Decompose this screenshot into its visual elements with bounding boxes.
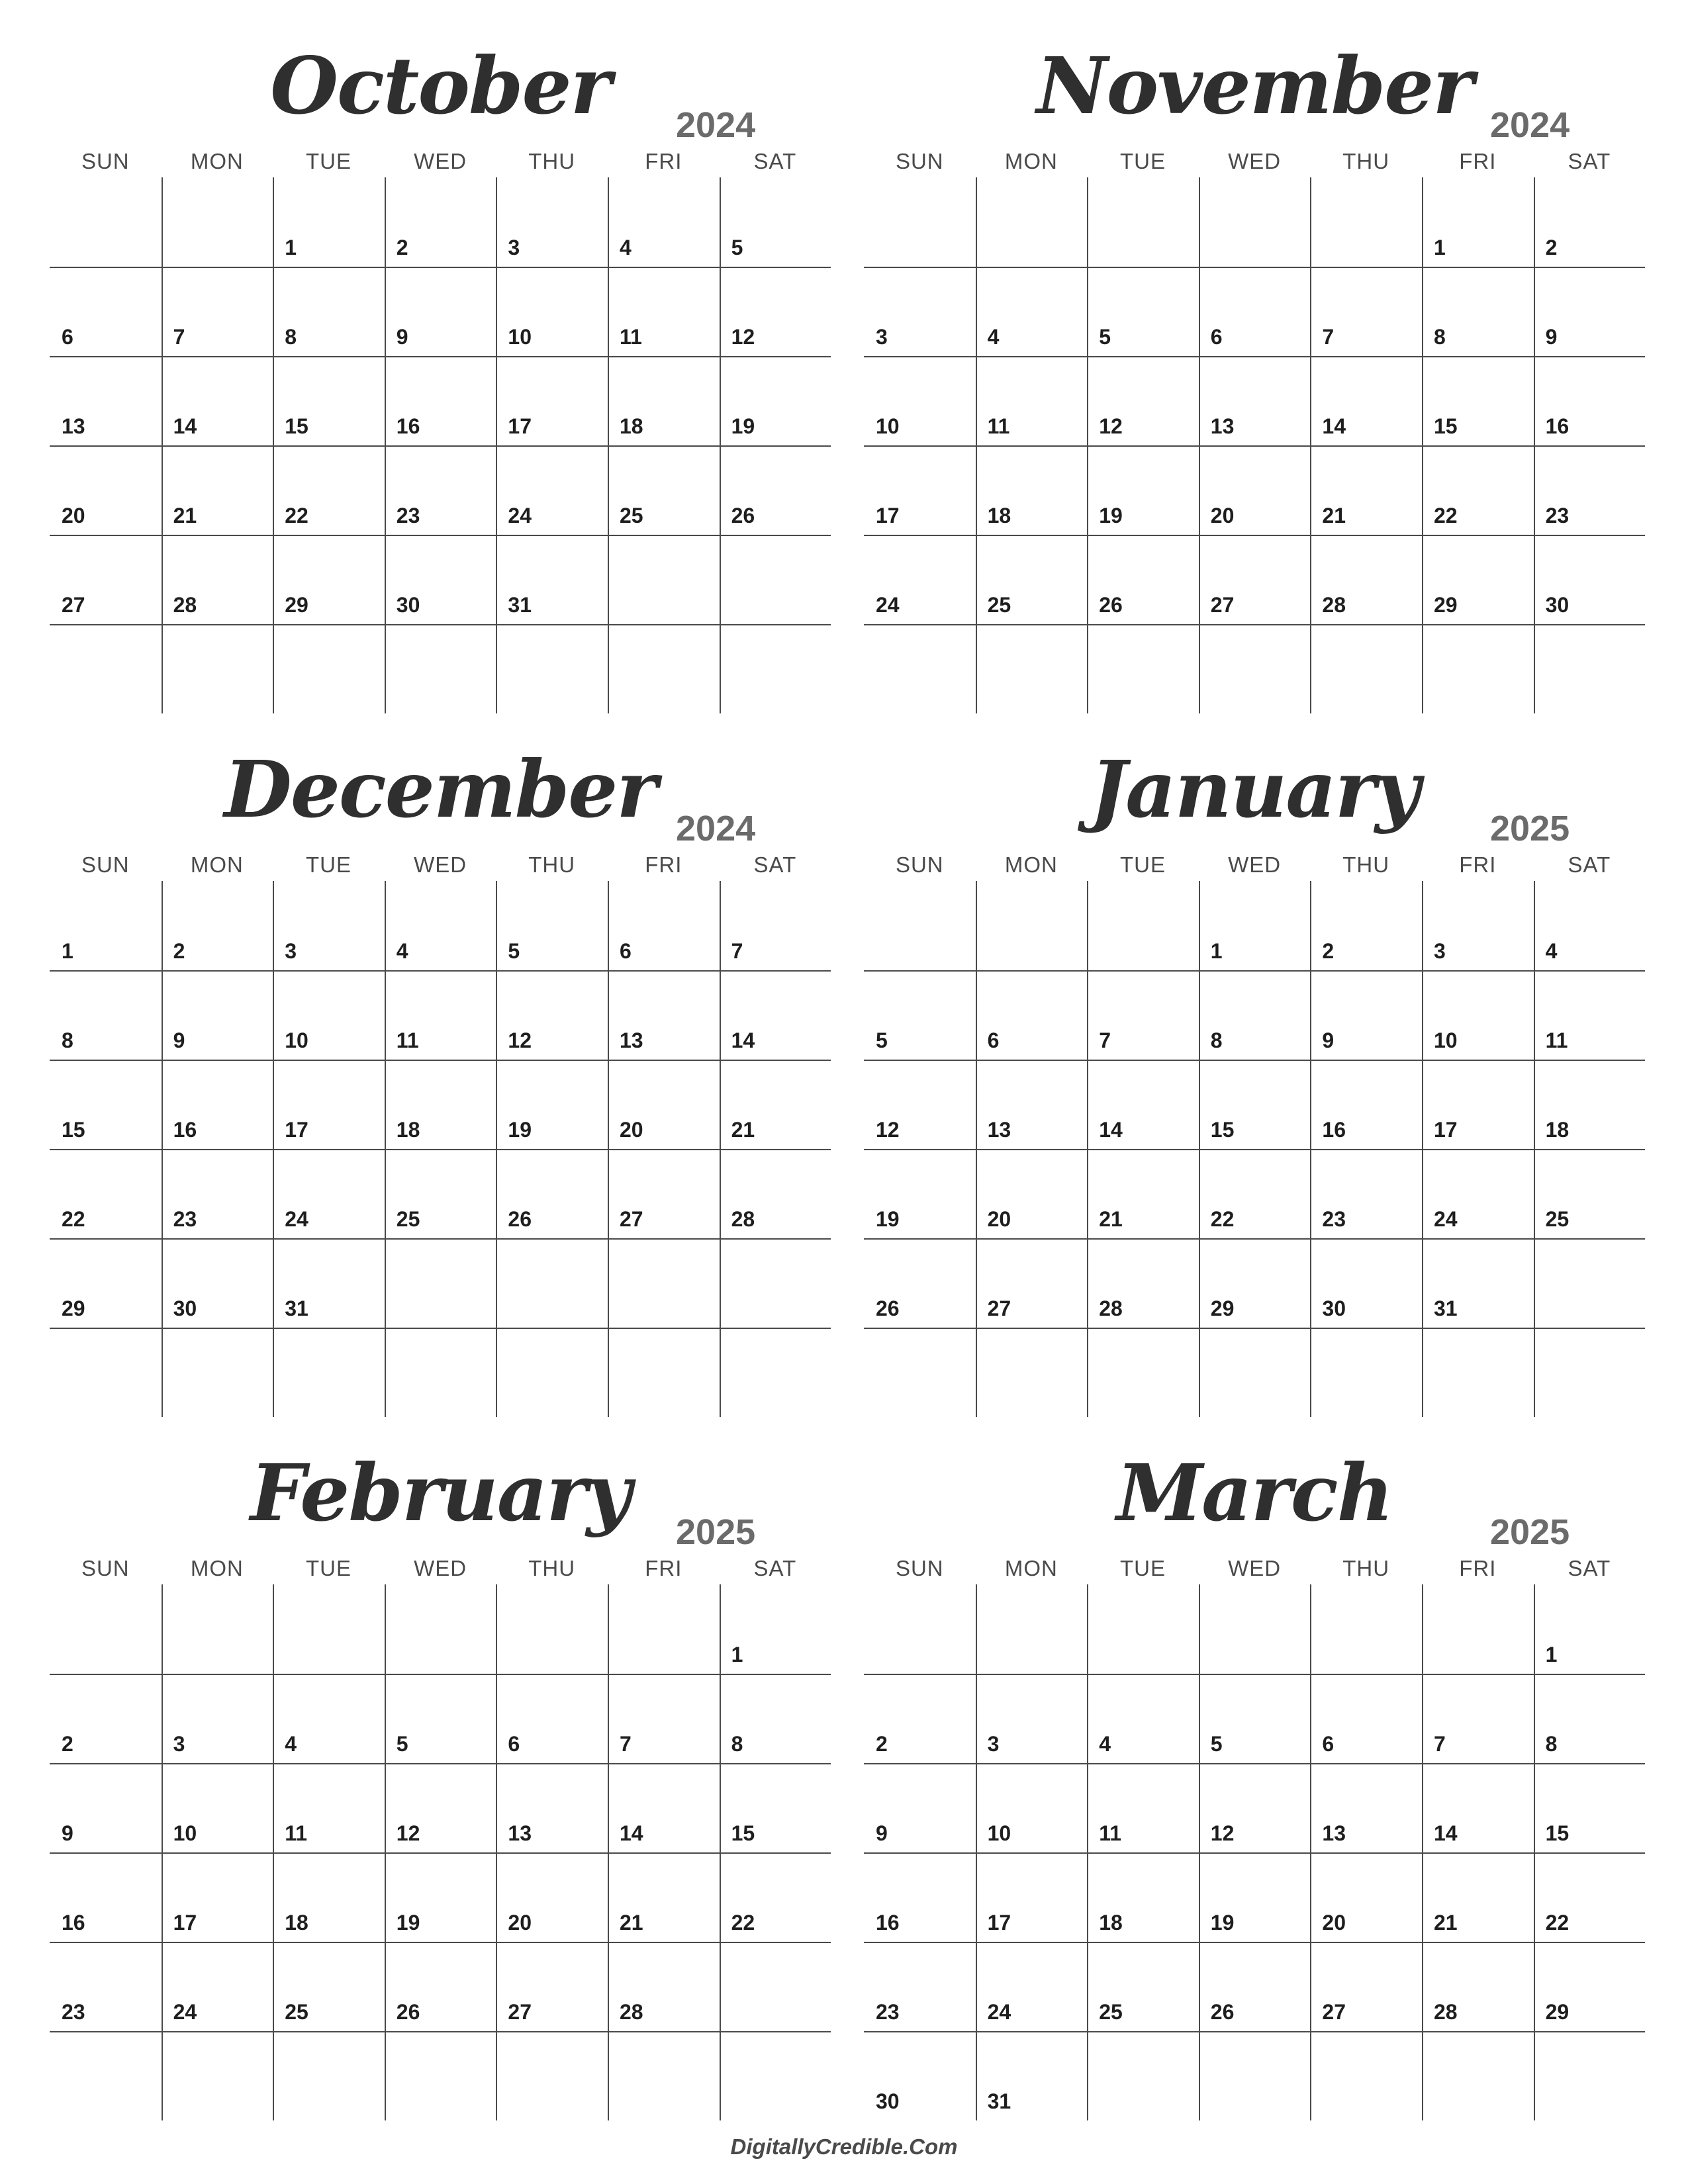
row-divider xyxy=(50,1149,831,1150)
weekday-label: FRI xyxy=(645,852,682,877)
day-number: 8 xyxy=(285,325,297,349)
day-number: 17 xyxy=(173,1911,197,1934)
day-number: 9 xyxy=(396,325,408,349)
day-grid xyxy=(50,1584,831,2120)
day-number: 11 xyxy=(1099,1821,1122,1845)
day-number: 8 xyxy=(1545,1732,1558,1756)
day-number: 2 xyxy=(1545,236,1558,259)
weekday-label: WED xyxy=(1228,852,1282,877)
day-number: 21 xyxy=(620,1911,643,1934)
weekday-label: THU xyxy=(1342,852,1390,877)
weekday-label: TUE xyxy=(305,852,352,877)
month-year: 2025 xyxy=(676,1512,756,1552)
day-number: 7 xyxy=(1322,325,1335,349)
row-divider xyxy=(864,1149,1645,1150)
day-number: 18 xyxy=(1545,1118,1570,1142)
row-divider xyxy=(50,445,831,447)
day-number: 17 xyxy=(987,1911,1011,1934)
row-divider xyxy=(50,1852,831,1854)
day-number: 6 xyxy=(1322,1732,1335,1756)
weekday-label: WED xyxy=(414,852,467,877)
day-number: 29 xyxy=(62,1297,85,1320)
day-number: 10 xyxy=(173,1821,197,1845)
day-number: 13 xyxy=(620,1028,643,1052)
weekday-label: SUN xyxy=(895,852,944,877)
day-number: 19 xyxy=(1210,1911,1235,1934)
row-divider xyxy=(50,1763,831,1764)
day-number: 25 xyxy=(987,593,1011,617)
day-number: 23 xyxy=(62,2000,85,2024)
day-number: 3 xyxy=(508,236,520,259)
day-number: 8 xyxy=(731,1732,743,1756)
day-number: 14 xyxy=(1322,414,1346,438)
day-number: 20 xyxy=(1322,1911,1346,1934)
day-grid xyxy=(864,1584,1645,2120)
day-number: 18 xyxy=(396,1118,420,1142)
day-number: 29 xyxy=(1434,593,1458,617)
day-number: 20 xyxy=(987,1207,1011,1231)
day-number: 15 xyxy=(285,414,308,438)
day-number: 10 xyxy=(876,414,900,438)
day-number: 30 xyxy=(173,1297,197,1320)
day-number: 3 xyxy=(987,1732,1000,1756)
month-year: 2024 xyxy=(676,809,756,848)
day-number: 6 xyxy=(1210,325,1223,349)
day-number: 20 xyxy=(620,1118,643,1142)
row-divider xyxy=(50,1238,831,1240)
day-number: 18 xyxy=(620,414,643,438)
day-number: 2 xyxy=(396,236,408,259)
weekday-label: TUE xyxy=(305,149,352,173)
row-divider xyxy=(50,2031,831,2032)
day-number: 28 xyxy=(731,1207,755,1231)
day-number: 26 xyxy=(1099,593,1123,617)
day-number: 30 xyxy=(1545,593,1570,617)
weekday-label: FRI xyxy=(645,149,682,173)
row-divider xyxy=(50,1328,831,1329)
day-number: 24 xyxy=(285,1207,308,1231)
weekday-label: SAT xyxy=(1568,1556,1611,1580)
day-number: 7 xyxy=(620,1732,632,1756)
weekday-label: THU xyxy=(528,149,576,173)
day-number: 19 xyxy=(731,414,755,438)
day-number: 14 xyxy=(1099,1118,1123,1142)
day-number: 20 xyxy=(508,1911,532,1934)
day-number: 6 xyxy=(987,1028,1000,1052)
day-number: 18 xyxy=(285,1911,308,1934)
day-number: 28 xyxy=(1322,593,1346,617)
weekday-header xyxy=(864,852,1645,879)
row-divider xyxy=(864,1060,1645,1061)
day-number: 27 xyxy=(508,2000,532,2024)
day-number: 4 xyxy=(1545,939,1558,963)
day-number: 22 xyxy=(1434,504,1458,527)
day-number: 7 xyxy=(1434,1732,1446,1756)
day-number: 28 xyxy=(173,593,197,617)
month-calendar-december xyxy=(50,704,831,1398)
day-number: 1 xyxy=(1434,236,1446,259)
day-number: 13 xyxy=(1322,1821,1346,1845)
day-number: 25 xyxy=(620,504,643,527)
day-number: 8 xyxy=(1434,325,1446,349)
day-number: 9 xyxy=(1322,1028,1335,1052)
day-number: 17 xyxy=(285,1118,308,1142)
month-title: December xyxy=(224,743,657,835)
day-number: 29 xyxy=(1545,2000,1570,2024)
weekday-label: SAT xyxy=(1568,852,1611,877)
day-number: 14 xyxy=(620,1821,643,1845)
day-number: 22 xyxy=(285,504,308,527)
month-calendar-january xyxy=(864,704,1645,1398)
row-divider xyxy=(864,970,1645,972)
day-number: 14 xyxy=(731,1028,755,1052)
day-number: 7 xyxy=(1099,1028,1111,1052)
day-number: 16 xyxy=(1545,414,1570,438)
month-calendar-october xyxy=(50,0,831,695)
day-number: 28 xyxy=(1434,2000,1458,2024)
weekday-label: SUN xyxy=(81,149,130,173)
month-year: 2025 xyxy=(1490,1512,1570,1552)
day-number: 11 xyxy=(1545,1028,1568,1052)
day-number: 10 xyxy=(285,1028,308,1052)
day-grid xyxy=(864,881,1645,1417)
day-number: 24 xyxy=(876,593,900,617)
row-divider xyxy=(864,267,1645,268)
row-divider xyxy=(864,1763,1645,1764)
weekday-header xyxy=(864,149,1645,175)
day-number: 15 xyxy=(1545,1821,1570,1845)
day-number: 3 xyxy=(1434,939,1446,963)
month-calendar-november xyxy=(864,0,1645,695)
row-divider xyxy=(50,356,831,357)
row-divider xyxy=(864,1674,1645,1675)
month-title: January xyxy=(1090,743,1419,835)
day-number: 24 xyxy=(508,504,532,527)
weekday-label: SUN xyxy=(81,1556,130,1580)
day-number: 22 xyxy=(731,1911,755,1934)
day-number: 17 xyxy=(1434,1118,1458,1142)
day-number: 2 xyxy=(1322,939,1335,963)
weekday-label: THU xyxy=(1342,149,1390,173)
day-number: 11 xyxy=(396,1028,419,1052)
day-number: 6 xyxy=(62,325,73,349)
row-divider xyxy=(864,624,1645,625)
day-grid xyxy=(50,881,831,1417)
day-number: 1 xyxy=(731,1643,743,1666)
day-number: 26 xyxy=(1210,2000,1235,2024)
month-year: 2025 xyxy=(1490,809,1570,848)
day-number: 29 xyxy=(1210,1297,1235,1320)
weekday-label: TUE xyxy=(1119,1556,1166,1580)
month-year: 2024 xyxy=(1490,105,1570,145)
day-number: 24 xyxy=(1434,1207,1458,1231)
row-divider xyxy=(864,1238,1645,1240)
weekday-label: WED xyxy=(1228,149,1282,173)
day-number: 12 xyxy=(396,1821,420,1845)
day-number: 19 xyxy=(396,1911,420,1934)
weekday-label: TUE xyxy=(1119,149,1166,173)
day-number: 4 xyxy=(396,939,408,963)
day-number: 31 xyxy=(285,1297,308,1320)
day-number: 21 xyxy=(1099,1207,1123,1231)
day-number: 31 xyxy=(987,2089,1011,2113)
weekday-header xyxy=(50,149,831,175)
row-divider xyxy=(50,535,831,536)
day-number: 25 xyxy=(396,1207,420,1231)
weekday-label: FRI xyxy=(1459,149,1497,173)
day-number: 9 xyxy=(876,1821,888,1845)
day-number: 6 xyxy=(620,939,632,963)
day-number: 27 xyxy=(1322,2000,1346,2024)
weekday-header xyxy=(50,852,831,879)
day-number: 22 xyxy=(1545,1911,1570,1934)
weekday-label: MON xyxy=(1004,1556,1058,1580)
day-number: 15 xyxy=(1210,1118,1235,1142)
day-number: 17 xyxy=(508,414,532,438)
day-number: 3 xyxy=(876,325,888,349)
day-number: 21 xyxy=(173,504,197,527)
month-calendar-march xyxy=(864,1407,1645,2113)
day-number: 2 xyxy=(62,1732,73,1756)
day-number: 14 xyxy=(1434,1821,1458,1845)
weekday-label: TUE xyxy=(1119,852,1166,877)
day-number: 5 xyxy=(876,1028,888,1052)
weekday-label: FRI xyxy=(645,1556,682,1580)
weekday-label: SUN xyxy=(895,1556,944,1580)
day-number: 3 xyxy=(285,939,297,963)
day-number: 19 xyxy=(1099,504,1123,527)
day-number: 21 xyxy=(731,1118,755,1142)
day-number: 14 xyxy=(173,414,197,438)
row-divider xyxy=(864,1942,1645,1943)
day-number: 16 xyxy=(876,1911,900,1934)
day-number: 23 xyxy=(173,1207,197,1231)
day-number: 4 xyxy=(987,325,1000,349)
day-number: 15 xyxy=(1434,414,1458,438)
day-number: 18 xyxy=(987,504,1011,527)
day-number: 10 xyxy=(1434,1028,1458,1052)
day-grid xyxy=(50,177,831,713)
day-number: 5 xyxy=(731,236,743,259)
day-number: 4 xyxy=(285,1732,297,1756)
weekday-label: WED xyxy=(1228,1556,1282,1580)
weekday-label: THU xyxy=(528,852,576,877)
day-number: 30 xyxy=(876,2089,900,2113)
day-number: 15 xyxy=(62,1118,85,1142)
weekday-label: WED xyxy=(414,149,467,173)
weekday-label: SAT xyxy=(1568,149,1611,173)
day-number: 13 xyxy=(62,414,85,438)
day-number: 12 xyxy=(1099,414,1123,438)
day-number: 2 xyxy=(173,939,185,963)
day-number: 23 xyxy=(1322,1207,1346,1231)
day-number: 25 xyxy=(285,2000,308,2024)
row-divider xyxy=(864,356,1645,357)
day-number: 27 xyxy=(620,1207,643,1231)
day-number: 16 xyxy=(62,1911,85,1934)
row-divider xyxy=(864,2031,1645,2032)
weekday-label: MON xyxy=(1004,149,1058,173)
day-number: 21 xyxy=(1322,504,1346,527)
day-number: 13 xyxy=(508,1821,532,1845)
weekday-label: FRI xyxy=(1459,852,1497,877)
day-number: 12 xyxy=(731,325,755,349)
day-number: 22 xyxy=(1210,1207,1235,1231)
row-divider xyxy=(864,1328,1645,1329)
day-number: 5 xyxy=(1099,325,1111,349)
day-number: 4 xyxy=(620,236,632,259)
day-number: 24 xyxy=(173,2000,197,2024)
day-number: 26 xyxy=(396,2000,420,2024)
day-number: 8 xyxy=(62,1028,73,1052)
day-number: 16 xyxy=(396,414,420,438)
month-year: 2024 xyxy=(676,105,756,145)
day-number: 25 xyxy=(1099,2000,1123,2024)
day-number: 20 xyxy=(1210,504,1235,527)
weekday-label: SAT xyxy=(753,149,797,173)
row-divider xyxy=(864,1852,1645,1854)
day-number: 21 xyxy=(1434,1911,1458,1934)
day-grid xyxy=(864,177,1645,713)
day-number: 7 xyxy=(173,325,185,349)
day-number: 17 xyxy=(876,504,900,527)
row-divider xyxy=(864,445,1645,447)
row-divider xyxy=(50,267,831,268)
month-title: February xyxy=(250,1447,631,1539)
day-number: 5 xyxy=(396,1732,408,1756)
day-number: 31 xyxy=(1434,1297,1458,1320)
day-number: 23 xyxy=(396,504,420,527)
day-number: 7 xyxy=(731,939,743,963)
day-number: 28 xyxy=(620,2000,643,2024)
day-number: 11 xyxy=(620,325,642,349)
weekday-label: SAT xyxy=(753,1556,797,1580)
day-number: 25 xyxy=(1545,1207,1570,1231)
day-number: 27 xyxy=(987,1297,1011,1320)
weekday-label: TUE xyxy=(305,1556,352,1580)
day-number: 20 xyxy=(62,504,85,527)
day-number: 16 xyxy=(1322,1118,1346,1142)
month-title: March xyxy=(1116,1447,1393,1539)
day-number: 27 xyxy=(62,593,85,617)
day-number: 4 xyxy=(1099,1732,1111,1756)
month-title: October xyxy=(270,40,610,132)
weekday-label: SUN xyxy=(895,149,944,173)
day-number: 26 xyxy=(876,1297,900,1320)
day-number: 27 xyxy=(1210,593,1235,617)
day-number: 11 xyxy=(987,414,1010,438)
row-divider xyxy=(864,535,1645,536)
day-number: 22 xyxy=(62,1207,85,1231)
day-number: 11 xyxy=(285,1821,308,1845)
weekday-label: FRI xyxy=(1459,1556,1497,1580)
day-number: 10 xyxy=(508,325,532,349)
day-number: 30 xyxy=(396,593,420,617)
day-number: 24 xyxy=(987,2000,1011,2024)
weekday-header xyxy=(50,1556,831,1582)
weekday-label: WED xyxy=(414,1556,467,1580)
weekday-label: MON xyxy=(1004,852,1058,877)
weekday-label: SAT xyxy=(753,852,797,877)
day-number: 28 xyxy=(1099,1297,1123,1320)
row-divider xyxy=(50,1942,831,1943)
weekday-label: MON xyxy=(190,852,244,877)
day-number: 1 xyxy=(285,236,297,259)
row-divider xyxy=(50,1674,831,1675)
day-number: 16 xyxy=(173,1118,197,1142)
day-number: 15 xyxy=(731,1821,755,1845)
day-number: 12 xyxy=(876,1118,900,1142)
day-number: 9 xyxy=(62,1821,73,1845)
day-number: 5 xyxy=(1210,1732,1223,1756)
day-number: 3 xyxy=(173,1732,185,1756)
day-number: 13 xyxy=(1210,414,1235,438)
day-number: 1 xyxy=(1210,939,1223,963)
weekday-header xyxy=(864,1556,1645,1582)
row-divider xyxy=(50,1060,831,1061)
day-number: 6 xyxy=(508,1732,520,1756)
weekday-label: THU xyxy=(1342,1556,1390,1580)
weekday-label: MON xyxy=(190,1556,244,1580)
day-number: 13 xyxy=(987,1118,1011,1142)
day-number: 10 xyxy=(987,1821,1011,1845)
day-number: 2 xyxy=(876,1732,888,1756)
site-credit: DigitallyCredible.Com xyxy=(730,2134,958,2159)
row-divider xyxy=(50,970,831,972)
weekday-label: SUN xyxy=(81,852,130,877)
day-number: 8 xyxy=(1210,1028,1223,1052)
day-number: 5 xyxy=(508,939,520,963)
day-number: 1 xyxy=(62,939,73,963)
day-number: 1 xyxy=(1545,1643,1558,1666)
weekday-label: THU xyxy=(528,1556,576,1580)
day-number: 26 xyxy=(731,504,755,527)
day-number: 18 xyxy=(1099,1911,1123,1934)
day-number: 9 xyxy=(173,1028,185,1052)
day-number: 19 xyxy=(508,1118,532,1142)
day-number: 23 xyxy=(876,2000,900,2024)
day-number: 19 xyxy=(876,1207,900,1231)
row-divider xyxy=(50,624,831,625)
day-number: 26 xyxy=(508,1207,532,1231)
day-number: 12 xyxy=(508,1028,532,1052)
month-calendar-february xyxy=(50,1407,831,2102)
month-title: November xyxy=(1036,40,1473,132)
day-number: 30 xyxy=(1322,1297,1346,1320)
day-number: 12 xyxy=(1210,1821,1235,1845)
day-number: 9 xyxy=(1545,325,1558,349)
day-number: 31 xyxy=(508,593,532,617)
day-number: 23 xyxy=(1545,504,1570,527)
day-number: 29 xyxy=(285,593,308,617)
weekday-label: MON xyxy=(190,149,244,173)
